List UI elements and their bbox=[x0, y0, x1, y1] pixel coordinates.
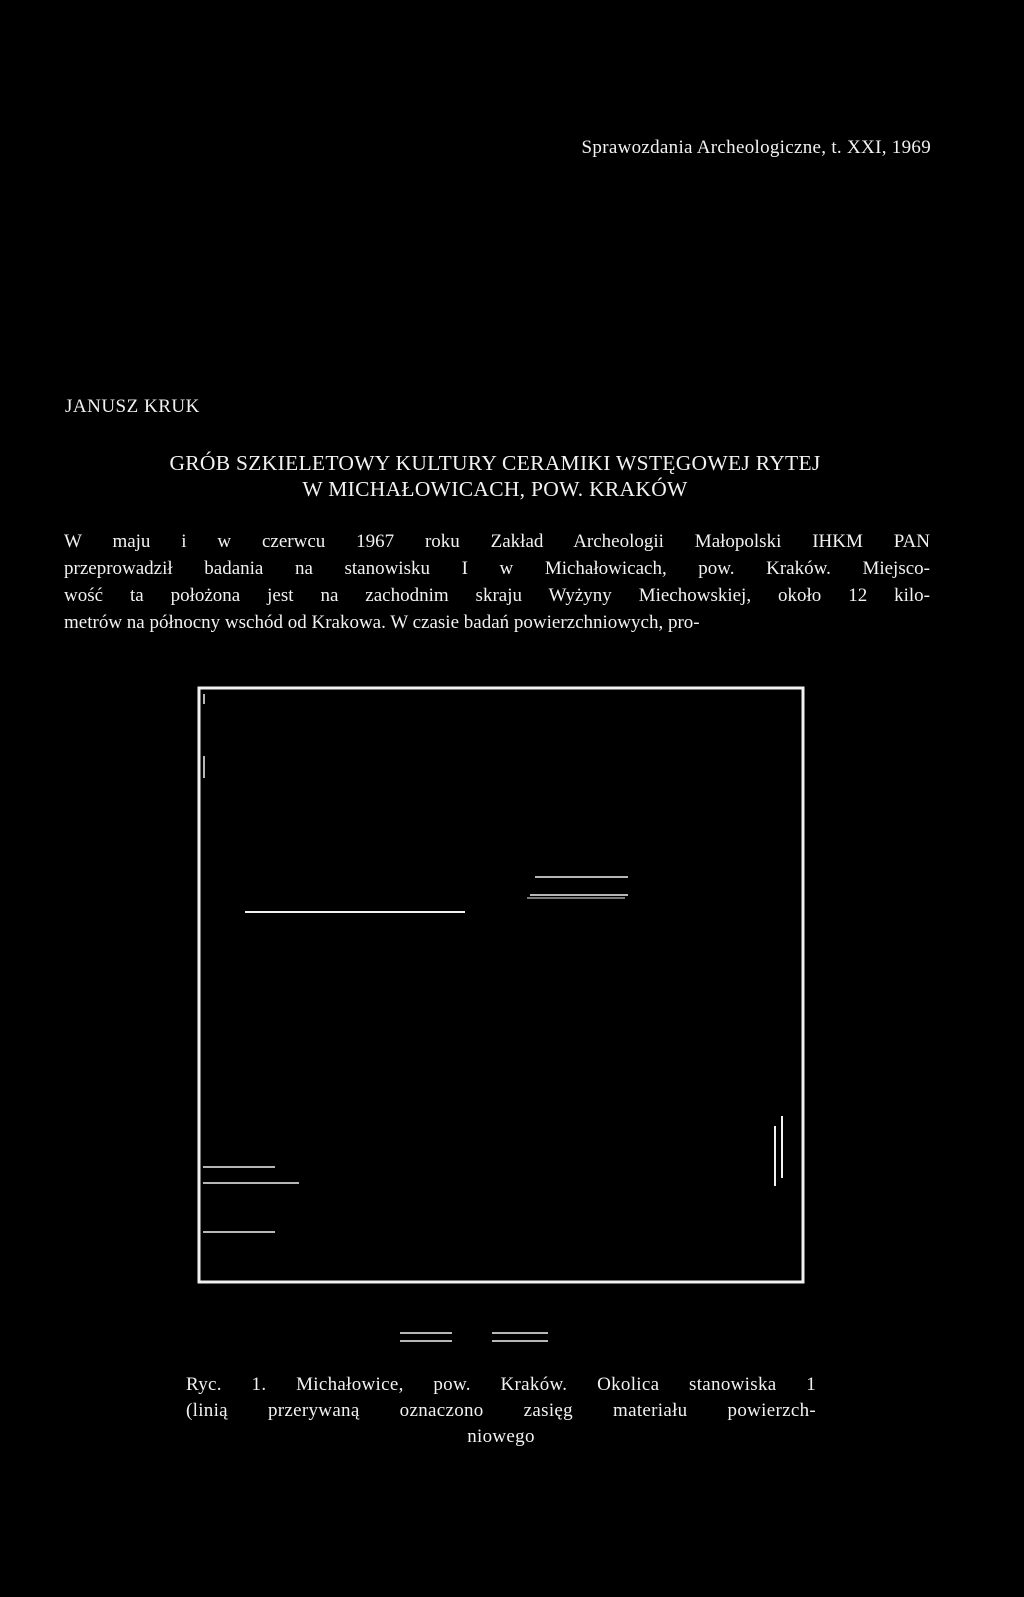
article-title bbox=[60, 450, 930, 502]
body-line: wość ta położona jest na zachodnim skraju Wyżyny Miechowskiej, około 12 kilo- bbox=[64, 585, 930, 606]
body-line: W maju i w czerwcu 1967 roku Zakład Archeologii Małopolski IHKM PAN bbox=[64, 531, 930, 552]
caption-line: (linią przerywaną oznaczono zasięg materiału powierzch- bbox=[186, 1400, 816, 1421]
body-paragraph bbox=[64, 528, 930, 636]
map-frame bbox=[199, 688, 803, 1282]
figure-map bbox=[195, 686, 808, 1288]
author-name: JANUSZ KRUK bbox=[65, 396, 200, 417]
caption-line: niowego bbox=[467, 1426, 535, 1447]
title-line: GRÓB SZKIELETOWY KULTURY CERAMIKI WSTĘGOWEJ RYTEJ bbox=[169, 451, 821, 475]
map-illustration bbox=[195, 686, 808, 1288]
caption-line: Ryc. 1. Michałowice, pow. Kraków. Okolica stanowiska 1 bbox=[186, 1374, 816, 1395]
journal-header: Sprawozdania Archeologiczne, t. XXI, 1969 bbox=[581, 137, 931, 158]
body-line: przeprowadził badania na stanowisku I w Michałowicach, pow. Kraków. Miejsco- bbox=[64, 558, 930, 579]
scale-bar bbox=[400, 1330, 550, 1346]
figure-caption bbox=[186, 1372, 816, 1450]
title-line: W MICHAŁOWICACH, POW. KRAKÓW bbox=[302, 477, 688, 501]
body-line: metrów na północny wschód od Krakowa. W czasie badań powierzchniowych, pro- bbox=[64, 612, 700, 633]
